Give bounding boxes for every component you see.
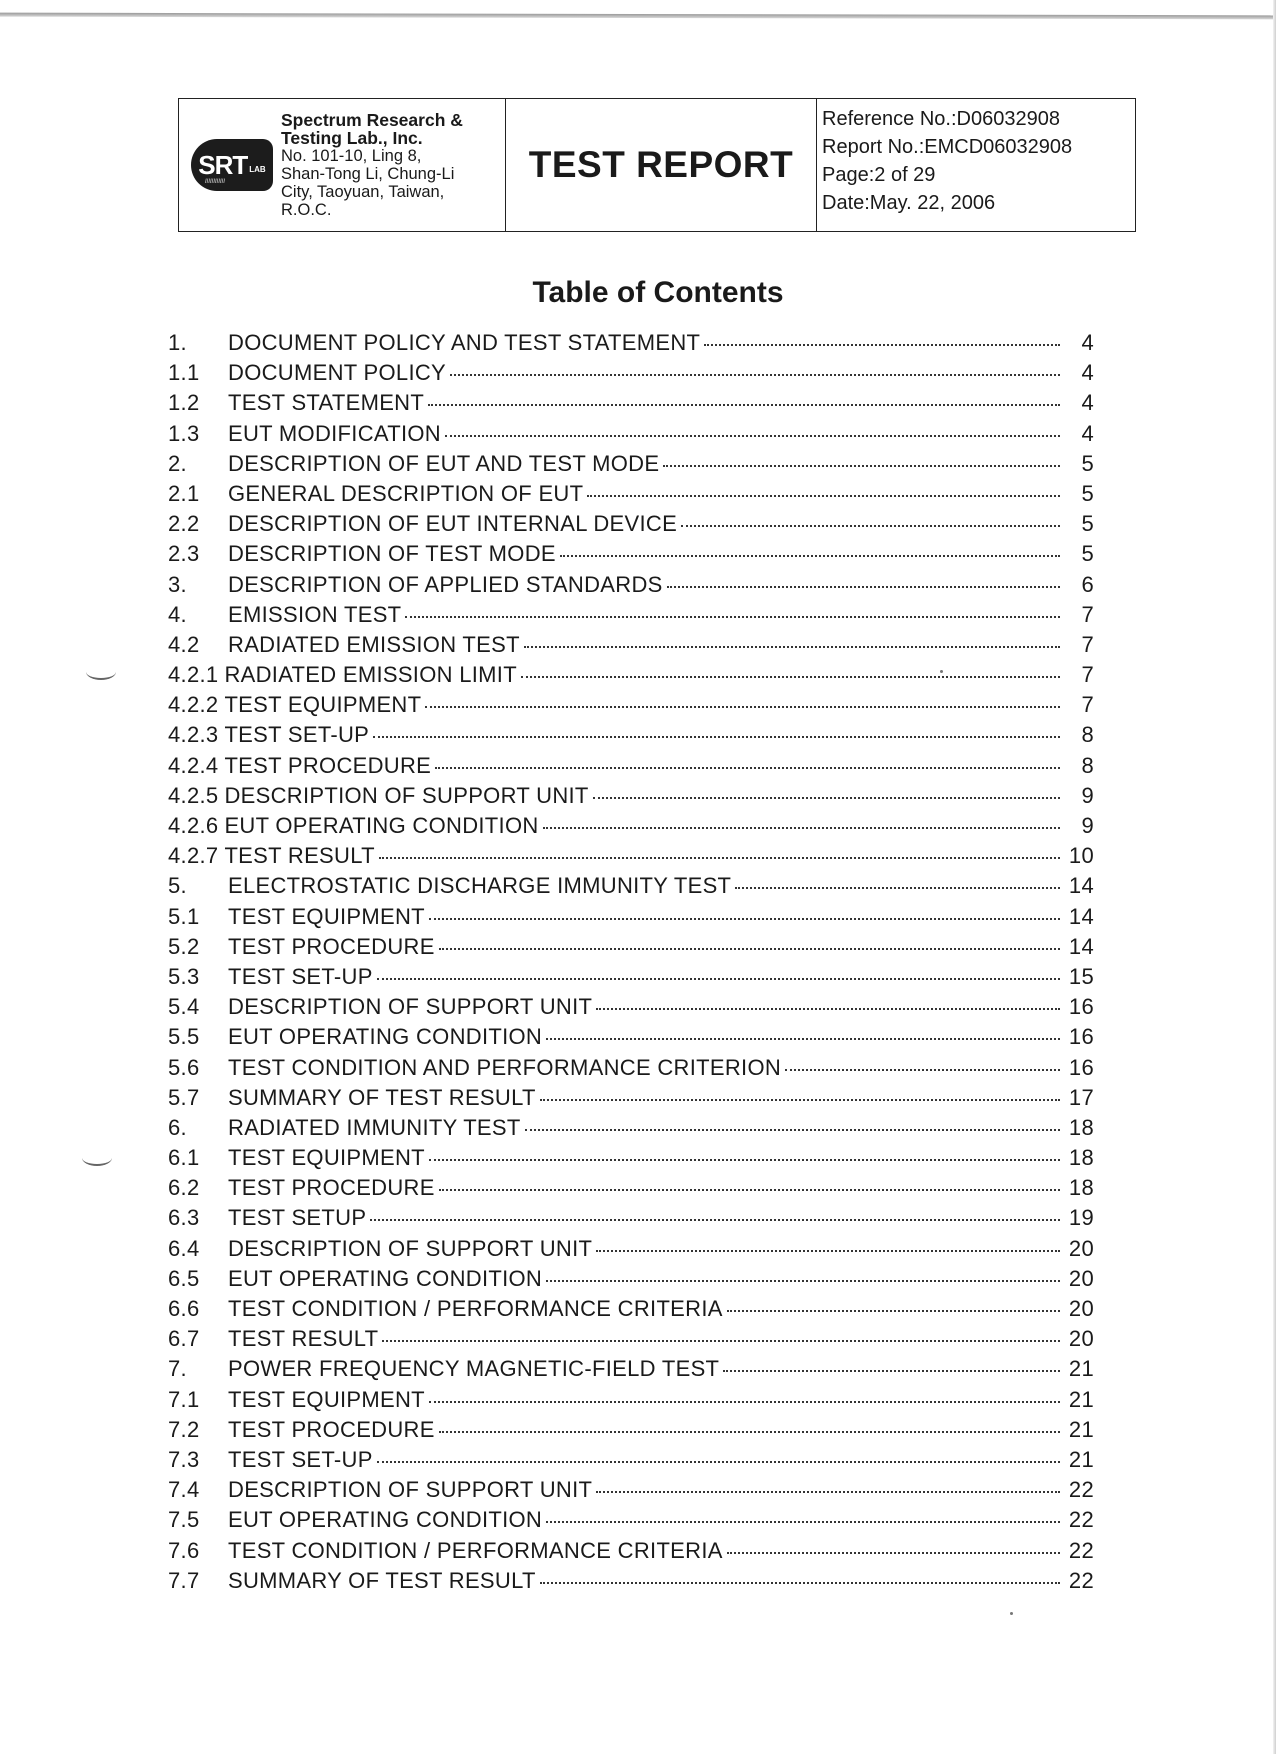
toc-page-number: 16	[1068, 1054, 1094, 1080]
toc-entry	[168, 541, 1094, 571]
report-title: TEST REPORT	[506, 99, 817, 231]
toc-number: 6.4	[168, 1235, 200, 1261]
toc-entry	[168, 1115, 1094, 1145]
toc-heading: DESCRIPTION OF APPLIED STANDARDS	[228, 571, 663, 597]
toc-number: 7.4	[168, 1477, 200, 1503]
toc-heading: TEST PROCEDURE	[228, 1416, 435, 1442]
toc-heading: TEST SET-UP	[228, 1446, 373, 1472]
toc-entry	[168, 1296, 1094, 1326]
toc-leader	[727, 1552, 1060, 1554]
toc-number: 4.2.6	[168, 813, 219, 838]
toc-page-number: 4	[1081, 420, 1094, 446]
toc-heading: TEST PROCEDURE	[228, 1175, 435, 1201]
toc-entry	[168, 511, 1094, 541]
address-line: Shan-Tong Li, Chung-Li	[281, 165, 455, 183]
toc-page-number: 22	[1068, 1567, 1094, 1593]
toc-number: 5.1	[168, 903, 200, 929]
toc-leader	[546, 1521, 1060, 1523]
toc-page-number: 21	[1068, 1356, 1094, 1382]
toc-leader	[428, 404, 1060, 406]
toc-heading: EUT OPERATING CONDITION	[228, 1507, 543, 1533]
toc-number: 5.4	[168, 994, 200, 1020]
toc-number: 5.5	[168, 1024, 200, 1050]
toc-title: Table of Contents	[532, 276, 784, 309]
toc-page-number: 22	[1068, 1477, 1094, 1503]
toc-leader	[727, 1310, 1060, 1312]
toc-page-number: 21	[1068, 1416, 1094, 1442]
toc-heading: POWER FREQUENCY MAGNETIC-FIELD TEST	[228, 1356, 720, 1382]
toc-number: 7.7	[168, 1567, 200, 1593]
toc-leader	[524, 646, 1060, 648]
toc-leader	[439, 1431, 1060, 1433]
toc-leader	[379, 857, 1060, 859]
toc-leader	[439, 948, 1060, 950]
toc-heading: DESCRIPTION OF EUT INTERNAL DEVICE	[228, 511, 678, 537]
toc-heading: DOCUMENT POLICY	[228, 360, 447, 386]
toc-heading: DESCRIPTION OF SUPPORT UNIT	[228, 1477, 593, 1503]
toc-heading: SUMMARY OF TEST RESULT	[228, 1084, 536, 1110]
toc-entry	[168, 1477, 1094, 1507]
toc-page-number: 18	[1068, 1175, 1094, 1201]
toc-heading: TEST CONDITION / PERFORMANCE CRITERIA	[228, 1537, 723, 1563]
toc-heading: EUT OPERATING CONDITION	[224, 813, 539, 838]
toc-leader	[377, 978, 1060, 980]
toc-entry	[168, 1085, 1094, 1115]
toc-number: 7.5	[168, 1507, 200, 1533]
toc-page-number: 7	[1081, 601, 1094, 627]
toc-number: 1.2	[168, 390, 200, 416]
toc-heading: RADIATED IMMUNITY TEST	[228, 1114, 521, 1140]
margin-mark	[82, 1150, 112, 1166]
toc-number: 4.2.3	[168, 722, 219, 748]
toc-leader	[596, 1491, 1060, 1493]
toc-entry	[168, 722, 1094, 752]
toc-leader	[593, 797, 1060, 799]
toc-heading: TEST EQUIPMENT	[228, 1145, 425, 1171]
toc-heading: TEST PROCEDURE	[224, 752, 432, 778]
reference-number: Reference No.:D06032908	[822, 108, 1060, 130]
toc-number: 2.3	[168, 541, 200, 567]
toc-page-number: 20	[1068, 1235, 1094, 1261]
toc-number: 5.3	[168, 963, 200, 989]
toc-page-number: 5	[1081, 480, 1094, 506]
srt-logo: SRT LAB ////////////	[191, 139, 273, 191]
toc-heading: RADIATED EMISSION TEST	[228, 631, 520, 657]
toc-leader	[450, 374, 1060, 376]
toc-leader	[704, 344, 1060, 346]
toc-heading: TEST EQUIPMENT	[228, 903, 425, 929]
toc-leader	[546, 1280, 1060, 1282]
toc-number: 6.	[168, 1114, 187, 1140]
toc-page-number: 8	[1081, 722, 1094, 748]
toc-leader	[681, 525, 1060, 527]
company-block	[179, 99, 506, 231]
toc-number: 6.7	[168, 1326, 200, 1352]
toc-leader	[546, 1038, 1060, 1040]
toc-entry	[168, 1417, 1094, 1447]
toc-entry	[168, 1175, 1094, 1205]
toc-number: 5.2	[168, 933, 200, 959]
toc-entry	[168, 1387, 1094, 1417]
toc-heading: DESCRIPTION OF EUT AND TEST MODE	[228, 450, 660, 476]
toc-entry	[168, 330, 1094, 360]
toc-heading: DESCRIPTION OF SUPPORT UNIT	[224, 782, 589, 808]
toc-page-number: 16	[1068, 1024, 1094, 1050]
toc-entry	[168, 360, 1094, 390]
toc-page-number: 20	[1068, 1296, 1094, 1321]
toc-leader	[667, 586, 1060, 588]
toc-number: 7.6	[168, 1537, 200, 1563]
toc-heading: TEST EQUIPMENT	[228, 1386, 425, 1412]
toc-entry	[168, 602, 1094, 632]
toc-leader	[382, 1340, 1060, 1342]
toc-page-number: 17	[1068, 1084, 1094, 1110]
toc-page-number: 10	[1068, 843, 1094, 869]
toc-page-number: 7	[1081, 662, 1094, 688]
toc-number: 2.1	[168, 480, 200, 506]
toc-page-number: 14	[1068, 873, 1094, 899]
scan-top-edge	[0, 13, 1276, 20]
toc-entry	[168, 632, 1094, 662]
toc-leader	[439, 1189, 1060, 1191]
toc-heading: DESCRIPTION OF TEST MODE	[228, 541, 556, 567]
toc-number: 1.	[168, 330, 187, 355]
toc-number: 6.6	[168, 1296, 200, 1321]
toc-page-number: 9	[1081, 813, 1094, 838]
toc-heading: GENERAL DESCRIPTION OF EUT	[228, 480, 584, 506]
toc-entry	[168, 873, 1094, 903]
toc-heading: EUT MODIFICATION	[228, 420, 441, 446]
report-meta	[817, 99, 1135, 231]
toc-entry	[168, 783, 1094, 813]
toc-page-number: 5	[1081, 511, 1094, 537]
toc-leader	[429, 1159, 1060, 1161]
toc-leader	[373, 736, 1060, 738]
toc-number: 7.3	[168, 1446, 200, 1472]
toc-number: 7.1	[168, 1386, 200, 1412]
toc-page-number: 5	[1081, 450, 1094, 476]
toc-heading: TEST RESULT	[224, 843, 375, 869]
toc-number: 2.	[168, 450, 187, 476]
toc-page-number: 7	[1081, 631, 1094, 657]
toc-entry	[168, 753, 1094, 783]
toc-leader	[596, 1008, 1060, 1010]
report-header	[178, 98, 1136, 232]
toc-heading: TEST EQUIPMENT	[224, 692, 422, 718]
toc-heading: EMISSION TEST	[228, 601, 402, 627]
toc-entry	[168, 572, 1094, 602]
logo-text: SRT	[198, 149, 248, 180]
toc-page-number: 20	[1068, 1265, 1094, 1291]
toc-heading: TEST SET-UP	[228, 963, 373, 989]
margin-mark	[86, 664, 116, 680]
toc-heading: TEST SETUP	[228, 1205, 367, 1231]
toc-heading: DOCUMENT POLICY AND TEST STATEMENT	[228, 330, 701, 355]
toc-page-number: 4	[1081, 360, 1094, 386]
toc-page-number: 14	[1068, 933, 1094, 959]
toc-heading: TEST RESULT	[228, 1326, 379, 1352]
toc-heading: DESCRIPTION OF SUPPORT UNIT	[228, 994, 593, 1020]
toc-entry	[168, 1356, 1094, 1386]
logo-suffix: LAB	[249, 164, 266, 174]
toc-entry	[168, 1266, 1094, 1296]
report-date: Date:May. 22, 2006	[822, 192, 996, 214]
toc-page-number: 18	[1068, 1114, 1094, 1140]
page-number: Page:2 of 29	[822, 164, 936, 186]
toc-entry	[168, 994, 1094, 1024]
toc-leader	[596, 1250, 1060, 1252]
toc-entry	[168, 1326, 1094, 1356]
toc-number: 6.5	[168, 1265, 200, 1291]
toc-leader	[663, 465, 1060, 467]
toc-entry	[168, 1055, 1094, 1085]
toc-heading: RADIATED EMISSION LIMIT	[224, 662, 517, 688]
toc-leader	[735, 887, 1060, 889]
speck	[940, 670, 943, 673]
toc-number: 7.2	[168, 1416, 200, 1442]
toc-number: 6.3	[168, 1205, 200, 1231]
report-number: Report No.:EMCD06032908	[822, 136, 1073, 158]
toc-number: 4.2	[168, 631, 200, 657]
toc-page-number: 18	[1068, 1145, 1094, 1171]
toc-entry	[168, 843, 1094, 873]
toc-number: 5.6	[168, 1054, 200, 1080]
address-line: City, Taoyuan, Taiwan,	[281, 183, 445, 201]
toc-entry	[168, 451, 1094, 481]
toc-leader	[785, 1069, 1060, 1071]
toc-entry	[168, 662, 1094, 692]
toc-heading: TEST STATEMENT	[228, 390, 425, 416]
toc-entry	[168, 1538, 1094, 1568]
toc-number: 4.2.1	[168, 662, 219, 688]
toc-entry	[168, 1507, 1094, 1537]
speck	[1010, 1612, 1013, 1615]
toc-number: 5.	[168, 873, 187, 899]
toc-heading: TEST SET-UP	[224, 722, 370, 748]
toc-entry	[168, 813, 1094, 843]
toc-leader	[587, 495, 1060, 497]
toc-heading: EUT OPERATING CONDITION	[228, 1024, 543, 1050]
toc-leader	[377, 1461, 1060, 1463]
toc-leader	[525, 1129, 1060, 1131]
toc-entry	[168, 1024, 1094, 1054]
toc-leader	[543, 827, 1060, 829]
toc-leader	[445, 435, 1060, 437]
table-of-contents	[168, 330, 1094, 1598]
toc-number: 5.7	[168, 1084, 200, 1110]
toc-page-number: 21	[1068, 1446, 1094, 1472]
address-line: No. 101-10, Ling 8,	[281, 147, 422, 165]
toc-entry	[168, 934, 1094, 964]
toc-leader	[521, 676, 1060, 678]
toc-entry	[168, 904, 1094, 934]
toc-number: 3.	[168, 571, 187, 597]
toc-page-number: 8	[1081, 752, 1094, 778]
toc-entry	[168, 481, 1094, 511]
toc-entry	[168, 1205, 1094, 1235]
toc-number: 4.2.5	[168, 782, 219, 808]
toc-number: 1.3	[168, 420, 200, 446]
toc-heading: DESCRIPTION OF SUPPORT UNIT	[228, 1235, 593, 1261]
toc-leader	[435, 767, 1060, 769]
toc-page-number: 14	[1068, 903, 1094, 929]
toc-page-number: 20	[1068, 1326, 1094, 1352]
toc-heading: TEST CONDITION AND PERFORMANCE CRITERION	[228, 1054, 782, 1080]
toc-number: 4.2.7	[168, 843, 219, 869]
toc-leader	[370, 1219, 1060, 1221]
toc-page-number: 7	[1081, 692, 1094, 718]
toc-entry	[168, 1145, 1094, 1175]
toc-entry	[168, 964, 1094, 994]
toc-number: 4.2.4	[168, 752, 219, 778]
toc-leader	[429, 1401, 1060, 1403]
toc-leader	[560, 555, 1060, 557]
toc-number: 6.1	[168, 1145, 200, 1171]
company-info	[281, 111, 497, 219]
toc-page-number: 9	[1081, 782, 1094, 808]
toc-number: 4.2.2	[168, 692, 219, 718]
toc-page-number: 6	[1081, 571, 1094, 597]
toc-page-number: 15	[1068, 963, 1094, 989]
toc-entry	[168, 1236, 1094, 1266]
toc-entry	[168, 421, 1094, 451]
toc-leader	[540, 1099, 1060, 1101]
toc-leader	[405, 616, 1060, 618]
company-name: Spectrum Research & Testing Lab., Inc.	[281, 110, 463, 148]
toc-entry	[168, 692, 1094, 722]
toc-heading: EUT OPERATING CONDITION	[228, 1265, 543, 1291]
toc-page-number: 4	[1081, 330, 1094, 355]
toc-entry	[168, 1568, 1094, 1598]
toc-number: 2.2	[168, 511, 200, 537]
toc-heading: TEST PROCEDURE	[228, 933, 435, 959]
toc-page-number: 5	[1081, 541, 1094, 567]
toc-leader	[723, 1370, 1060, 1372]
toc-heading: SUMMARY OF TEST RESULT	[228, 1567, 536, 1593]
toc-page-number: 4	[1081, 390, 1094, 416]
address-line: R.O.C.	[281, 201, 332, 219]
toc-heading: TEST CONDITION / PERFORMANCE CRITERIA	[228, 1296, 723, 1321]
toc-heading: ELECTROSTATIC DISCHARGE IMMUNITY TEST	[228, 873, 732, 899]
toc-page-number: 16	[1068, 994, 1094, 1020]
toc-entry	[168, 1447, 1094, 1477]
toc-page-number: 21	[1068, 1386, 1094, 1412]
toc-number: 4.	[168, 601, 187, 627]
toc-leader	[429, 918, 1060, 920]
toc-number: 6.2	[168, 1175, 200, 1201]
toc-entry	[168, 390, 1094, 420]
toc-leader	[540, 1582, 1060, 1584]
toc-number: 7.	[168, 1356, 187, 1382]
toc-number: 1.1	[168, 360, 200, 386]
toc-page-number: 22	[1068, 1507, 1094, 1533]
toc-leader	[425, 706, 1060, 708]
toc-page-number: 19	[1068, 1205, 1094, 1231]
toc-page-number: 22	[1068, 1537, 1094, 1563]
